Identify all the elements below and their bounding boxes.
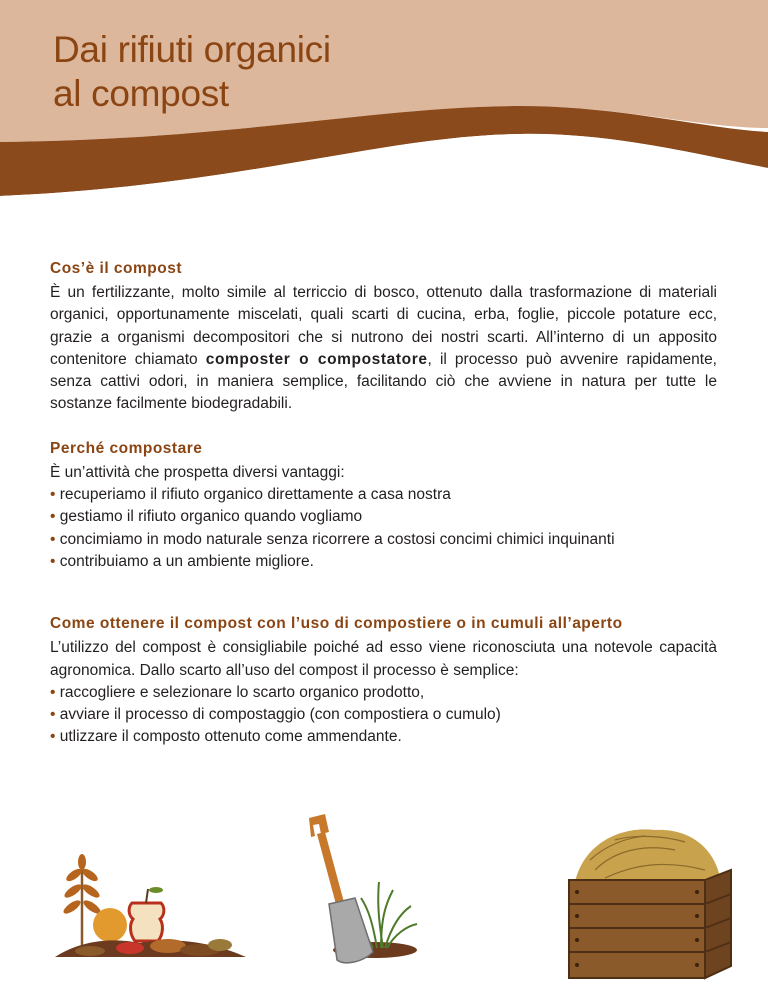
section-why-compost <box>50 438 717 573</box>
list-item: • avviare il processo di compostaggio (con compostiera o cumulo) <box>50 704 717 726</box>
text-part: , il processo può avvenire rapidamente, senza cattivi odori, in maniera semplice, facilitando ciò che avviene in natura per tutte le sostanze facilmente biodegradabili. <box>50 350 717 413</box>
list-item: • gestiamo il rifiuto organico quando vogliamo <box>50 506 717 528</box>
list-item: • raccogliere e selezionare lo scarto organico prodotto, <box>50 682 717 704</box>
list-item: • contribuiamo a un ambiente migliore. <box>50 551 717 573</box>
benefits-list <box>50 484 717 573</box>
shovel-illustration <box>295 810 425 970</box>
list-item: • recuperiamo il rifiuto organico direttamente a casa nostra <box>50 484 717 506</box>
section-heading-why: Perché compostare <box>50 439 203 457</box>
list-item: • concimiamo in modo naturale senza ricorrere a costosi concimi chimici inquinanti <box>50 529 717 551</box>
title-line-1: Dai rifiuti organici <box>53 29 331 70</box>
section-text-what <box>50 282 717 416</box>
list-item: • utlizzare il composto ottenuto come ammendante. <box>50 726 717 748</box>
organic-waste-illustration <box>50 845 250 965</box>
section-intro-why: È un’attività che prospetta diversi vantaggi: <box>50 463 345 481</box>
section-how-to-compost <box>50 613 717 748</box>
section-intro-how: L’utilizzo del compost è consigliabile poiché ad esso viene riconosciuta una notevole capacità agronomica. Dallo scarto all’uso del compost il processo è semplice: <box>50 639 717 679</box>
page-title <box>53 28 331 116</box>
main-content <box>50 258 717 749</box>
title-line-2: al compost <box>53 73 229 114</box>
compost-bin-illustration <box>555 820 735 980</box>
text-part: È un fertilizzante, molto simile al terriccio di bosco, ottenuto dalla trasformazione di materiali organici, opportunamente miscelati, quali scarti di cucina, erba, foglie, piccole potature ecc, grazie a organismi decompositori che si nutrono dei nostri scarti. All’interno di un apposito contenitore chiamato <box>50 284 717 368</box>
section-what-is-compost <box>50 258 717 416</box>
steps-list <box>50 682 717 749</box>
section-heading-how: Come ottenere il compost con l’uso di compostiere o in cumuli all’aperto <box>50 615 623 633</box>
header-banner <box>0 0 768 200</box>
section-heading-what: Cos’è il compost <box>50 260 183 277</box>
highlight-composter: composter o compostatore <box>205 350 428 368</box>
